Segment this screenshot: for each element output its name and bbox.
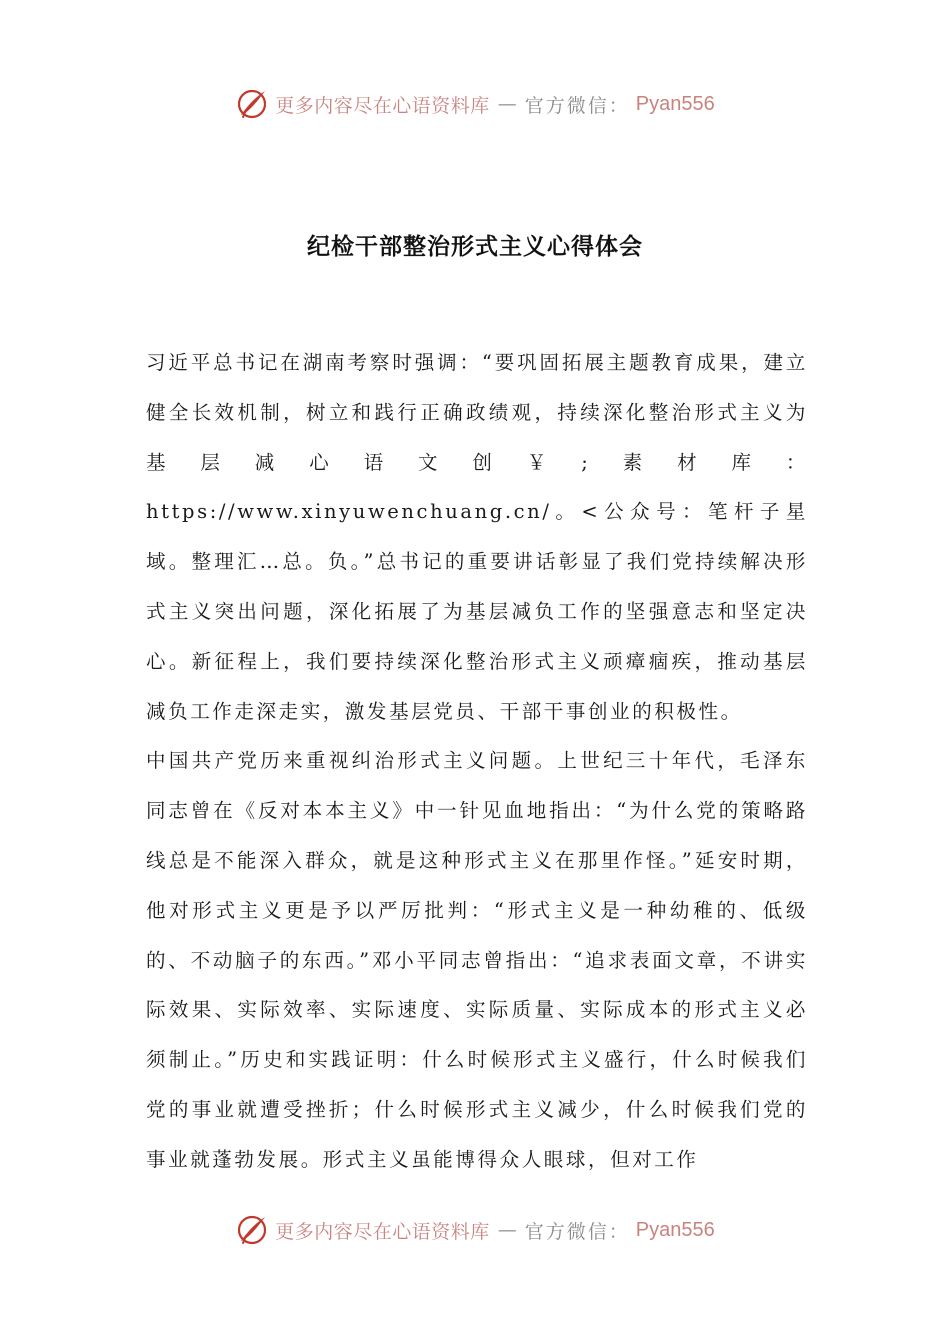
banner-wechat-id: Pyan556 xyxy=(635,92,715,115)
banner-official-label: 官方微信： xyxy=(524,94,630,117)
footer-banner xyxy=(0,1208,950,1252)
quill-pen-logo-icon xyxy=(235,1213,269,1247)
quill-pen-logo-icon xyxy=(235,87,269,121)
document-title: 纪检干部整治形式主义心得体会 xyxy=(307,234,643,260)
footer-wechat-id: Pyan556 xyxy=(635,1218,715,1241)
footer-dash: — xyxy=(497,1219,517,1241)
body-paragraph-2: 中国共产党历来重视纠治形式主义问题。上世纪三十年代，毛泽东同志曾在《反对本本主义》中一针见血地指出：“为什么党的策略路线总是不能深入群众，就是这种形式主义在那里作怪。”延安时期，他对形式主义更是予以严厉批判：“形式主义是一种幼稚的、低级的、不动脑子的东西。”邓小平同志曾指出：“追求表面文章，不讲实际效果、实际效率、实际速度、实际质量、实际成本的形式主义必须制止。”历史和实践证明：什么时候形式主义盛行，什么时候我们党的事业就遭受挫折；什么时候形式主义减少，什么时候我们党的事业就蓬勃发展。形式主义虽能博得众人眼球，但对工作 xyxy=(146,749,808,1171)
banner-dash: — xyxy=(497,93,517,115)
body-paragraph-1: 习近平总书记在湖南考察时强调：“要巩固拓展主题教育成果，建立健全长效机制，树立和践行正确政绩观，持续深化整治形式主义为基层减心语文创￥;素材库：https://www.xinyuwenchuang.cn/。<公众号：笔杆子星域。整理汇…总。负。”总书记的重要讲话彰显了我们党持续解决形式主义突出问题，深化拓展了为基层减负工作的坚强意志和坚定决心。新征程上，我们要持续深化整治形式主义顽瘴痼疾，推动基层减负工作走深走实，激发基层党员、干部干事创业的积极性。 xyxy=(146,351,808,723)
footer-brand-text: 更多内容尽在心语资料库 xyxy=(275,1220,490,1243)
footer-official-label: 官方微信： xyxy=(524,1220,630,1243)
document-body xyxy=(146,338,808,1185)
header-banner xyxy=(0,82,950,126)
banner-brand-text: 更多内容尽在心语资料库 xyxy=(275,94,490,117)
